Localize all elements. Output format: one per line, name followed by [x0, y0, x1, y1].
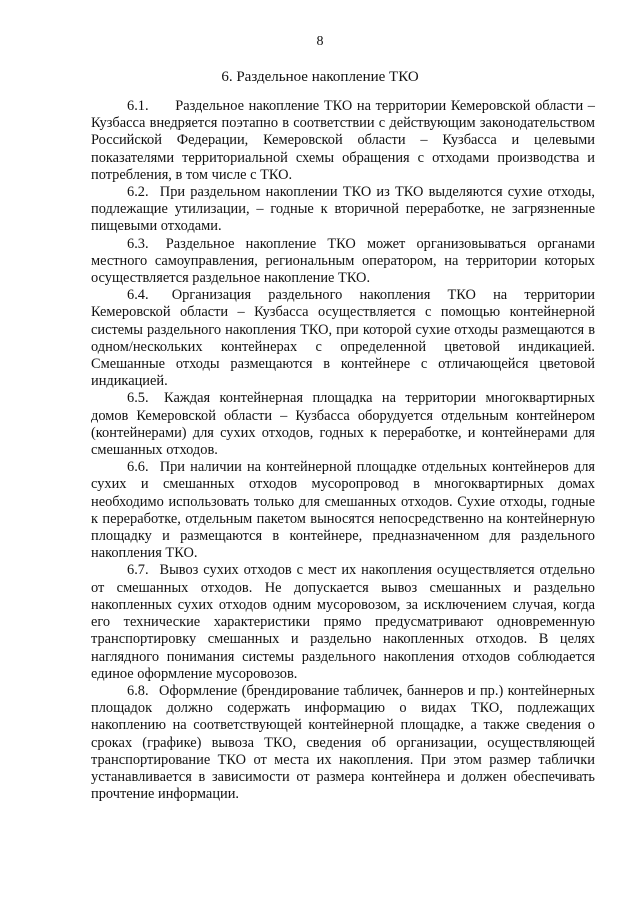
paragraph-text: Организация раздельного накопления ТКО на территории Кемеровской области – Кузбасса осуществляется с помощью контейнерной системы раздельного накопления ТКО, при которой сухие отходы размещаются в одном/нескольких контейнерах с определенной цветовой индикацией. Смешанные отходы размещаются в контейнере с отличающейся цветовой индикацией. [91, 287, 595, 390]
paragraph-number: 6.4. [127, 287, 149, 304]
section-title: 6. Раздельное накопление ТКО [221, 69, 419, 85]
paragraph-number: 6.7. [127, 562, 149, 579]
paragraph-text: При раздельном накоплении ТКО из ТКО выделяются сухие отходы, подлежащие утилизации, – годные к вторичной переработке, не загрязненные пищевыми отходами. [91, 184, 595, 235]
paragraph-number: 6.8. [127, 682, 149, 699]
paragraph-6-6 [91, 459, 595, 562]
paragraph-text: Раздельное накопление ТКО может организовываться органами местного самоуправления, региональным оператором, на территории которых осуществляется раздельное накопление ТКО. [91, 235, 595, 287]
paragraph-text: Раздельное накопление ТКО на территории Кемеровской области – Кузбасса внедряется поэтапно в соответствии с действующим законодательством Российской Федерации, Кемеровской области – Кузбасса и целевыми показателями территориальной схемы обращения с отходами производства и потребления, в том числе с ТКО. [91, 98, 596, 183]
page-number: 8 [316, 34, 324, 49]
paragraph-number: 6.5. [127, 390, 149, 407]
paragraph-text: Оформление (брендирование табличек, баннеров и пр.) контейнерных площадок должно содержать информацию о видах ТКО, подлежащих накоплению на соответствующей контейнерной площадке, а также сведения о сроках (графике) вывоза ТКО, сведения об организации, осуществляющей транспортирование ТКО от места их накопления. При этом размер таблички устанавливается в зависимости от размера контейнера и должен обеспечивать прочтение информации. [91, 682, 595, 803]
paragraph-6-2 [91, 184, 595, 236]
paragraph-6-5 [91, 390, 595, 459]
paragraph-6-8 [91, 683, 595, 803]
paragraph-number: 6.6. [127, 459, 149, 476]
paragraph-6-3 [91, 236, 595, 288]
paragraph-number: 6.1. [127, 98, 149, 114]
paragraph-text: Вывоз сухих отходов с мест их накопления осуществляется отдельно от смешанных отходов. Не допускается вывоз смешанных и раздельно накопленных сухих отходов одним мусоровозом, за исключением случая, когда его технические характеристики прямо предусматривают одновременную транспортировку смешанных и раздельно накопленных отходов. В целях наглядного понимания системы раздельного накопления отходов соблюдается единое оформление мусоровозов. [91, 562, 595, 682]
paragraph-text: При наличии на контейнерной площадке отдельных контейнеров для сухих и смешанных отходов мусоропровод в многоквартирных домах необходимо использовать только для смешанных отходов. Сухие отходы, годные к переработке, отдельным пакетом выносятся непосредственно на контейнерную площадку и размещаются в контейнере, предназначенном для раздельного накопления ТКО. [91, 459, 595, 562]
paragraph-number: 6.2. [127, 184, 149, 201]
paragraph-number: 6.3. [127, 235, 149, 252]
section-body [91, 98, 595, 803]
paragraph-6-1 [91, 98, 595, 184]
paragraph-6-7 [91, 562, 595, 682]
paragraph-text: Каждая контейнерная площадка на территории многоквартирных домов Кемеровской области – Кузбасса оборудуется отдельным контейнером (контейнерами) для сухих отходов, годных к переработке, и контейнерами для смешанных отходов. [91, 390, 595, 459]
paragraph-6-4 [91, 287, 595, 390]
